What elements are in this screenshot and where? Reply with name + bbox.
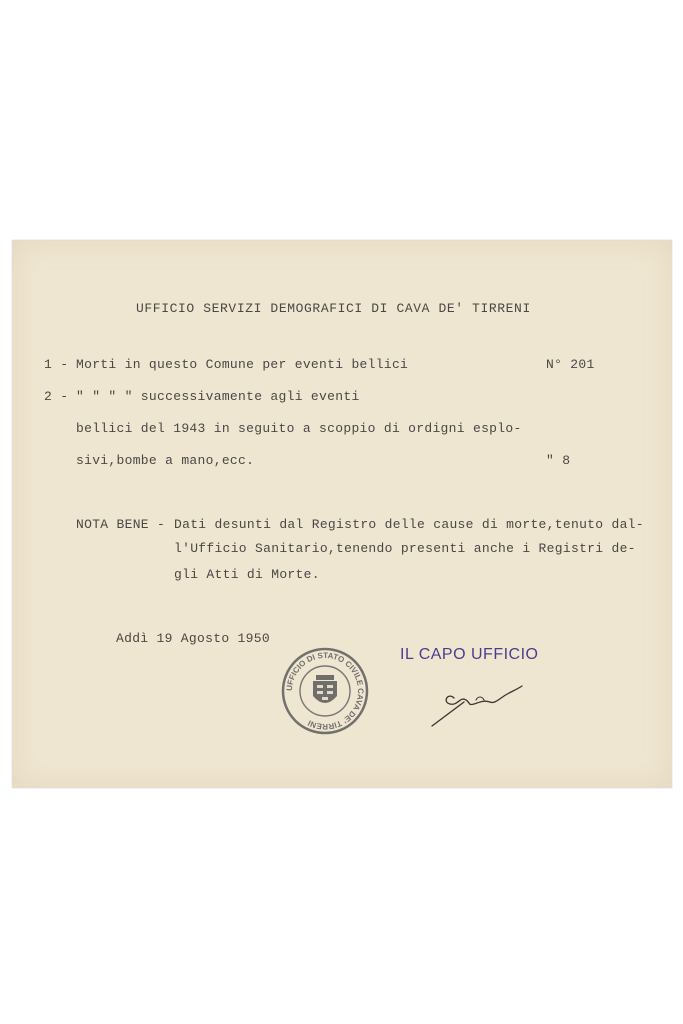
item-2-text-line-1: " " " " successivamente agli eventi [76, 389, 360, 404]
note-label: NOTA BENE - [76, 517, 166, 532]
signer-title: IL CAPO UFFICIO [400, 646, 539, 663]
note-line-3: gli Atti di Morte. [174, 567, 320, 582]
note-line-2: l'Ufficio Sanitario,tenendo presenti anche i Registri de- [174, 541, 636, 556]
item-2-text-line-2: bellici del 1943 in seguito a scoppio di ordigni esplo- [76, 421, 522, 436]
item-1-text: Morti in questo Comune per eventi bellici [76, 357, 409, 372]
item-1-count: N° 201 [546, 357, 595, 372]
item-1-number: 1 - [44, 357, 69, 372]
note-line-1: Dati desunti dal Registro delle cause di morte,tenuto dal- [174, 517, 644, 532]
document-heading: UFFICIO SERVIZI DEMOGRAFICI DI CAVA DE' TIRRENI [136, 301, 531, 316]
document-sheet [12, 240, 672, 788]
item-2-number: 2 - [44, 389, 69, 404]
svg-text:UFFICIO DI STATO CIVILE CAVA D: UFFICIO DI STATO CIVILE CAVA DE' TIRRENI [284, 650, 366, 732]
document-date: Addì 19 Agosto 1950 [116, 631, 270, 646]
municipal-seal-icon [280, 646, 370, 736]
item-2-count: " 8 [546, 453, 571, 468]
item-2-text-line-3: sivi,bombe a mano,ecc. [76, 453, 255, 468]
handwritten-signature-icon [428, 676, 528, 734]
